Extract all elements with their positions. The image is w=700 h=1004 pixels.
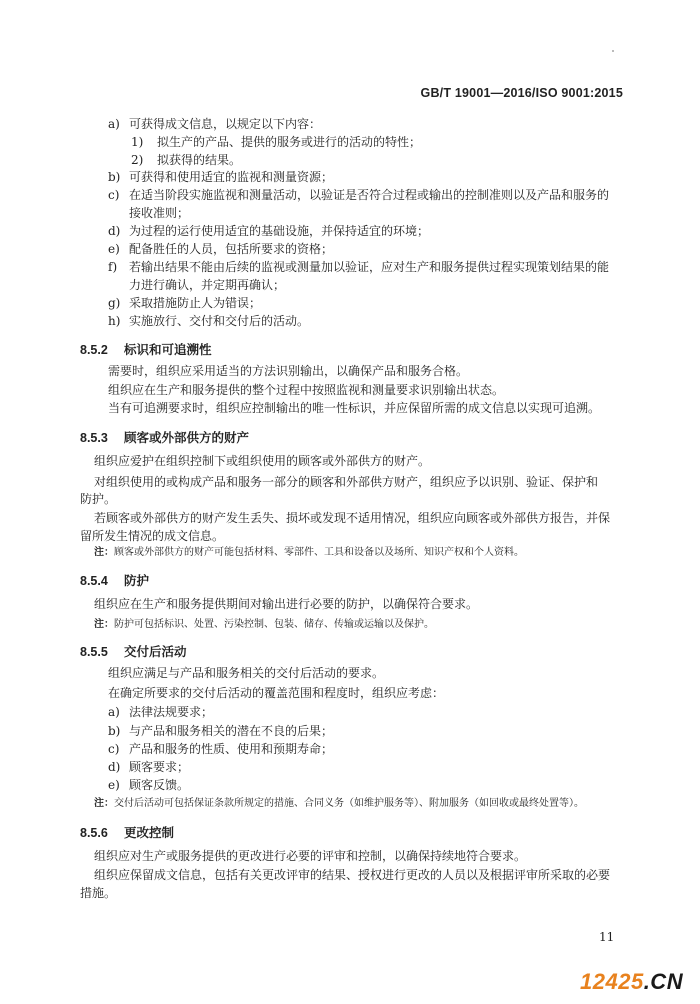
list-item: e) 顾客反馈。: [108, 778, 190, 792]
paragraph: 在确定所要求的交付后活动的覆盖范围和程度时，组织应考虑：: [108, 686, 445, 700]
paragraph-cont: 防护。: [80, 492, 117, 506]
list-item-c: c) 在适当阶段实施监视和测量活动，以验证是否符合过程或输出的控制准则以及产品和服务的: [108, 188, 610, 202]
section-heading-8-5-6: 8.5.6 更改控制: [80, 826, 175, 840]
list-item: c) 产品和服务的性质、使用和预期寿命；: [108, 742, 334, 756]
watermark-logo: 12425.CN: [580, 969, 684, 994]
list-item-f: f) 若输出结果不能由后续的监视或测量加以验证，应对生产和服务提供过程实现策划结果的能: [108, 260, 610, 274]
list-item-e: e) 配备胜任的人员，包括所要求的资格；: [108, 242, 334, 256]
paragraph: 组织应在生产和服务提供期间对输出进行必要的防护，以确保符合要求。: [94, 597, 479, 611]
note: 注：顾客或外部供方的财产可能包括材料、零部件、工具和设备以及场所、知识产权和个人资料。: [94, 547, 524, 558]
page-number: 11: [599, 930, 615, 944]
list-subitem-1: 1) 拟生产的产品、提供的服务或进行的活动的特性；: [131, 135, 422, 149]
list-item-b: b) 可获得和使用适宜的监视和测量资源；: [108, 170, 334, 184]
paragraph: 组织应保留成文信息，包括有关更改评审的结果、授权进行更改的人员以及根据评审所采取的必要: [94, 868, 611, 882]
list-item-h: h) 实施放行、交付和交付后的活动。: [108, 314, 310, 328]
section-heading-8-5-5: 8.5.5 交付后活动: [80, 645, 187, 659]
paragraph: 当有可追溯要求时，组织应控制输出的唯一性标识，并应保留所需的成文信息以实现可追溯。: [108, 401, 601, 415]
paragraph: 组织应满足与产品和服务相关的交付后活动的要求。: [108, 666, 385, 680]
paragraph: 若顾客或外部供方的财产发生丢失、损坏或发现不适用情况，组织应向顾客或外部供方报告，并保: [94, 511, 611, 525]
list-item-a: a) 可获得成文信息，以规定以下内容：: [108, 117, 322, 131]
list-subitem-2: 2) 拟获得的结果。: [131, 153, 242, 167]
paragraph: 对组织使用的或构成产品和服务一部分的顾客和外部供方财产，组织应予以识别、验证、保护和: [94, 475, 599, 489]
paragraph: 组织应爱护在组织控制下或组织使用的顾客或外部供方的财产。: [94, 454, 431, 468]
list-item-g: g) 采取措施防止人为错误；: [108, 296, 262, 310]
list-item-c-cont: 接收准则；: [129, 206, 190, 220]
list-item: a) 法律法规要求；: [108, 705, 214, 719]
standard-id: GB/T 19001—2016/ISO 9001:2015: [420, 86, 623, 100]
paragraph: 需要时，组织应采用适当的方法识别输出，以确保产品和服务合格。: [108, 364, 469, 378]
section-heading-8-5-4: 8.5.4 防护: [80, 574, 150, 588]
paragraph: 组织应对生产或服务提供的更改进行必要的评审和控制，以确保持续地符合要求。: [94, 849, 527, 863]
list-item-d: d) 为过程的运行使用适宜的基础设施，并保持适宜的环境；: [108, 224, 430, 238]
paragraph: 组织应在生产和服务提供的整个过程中按照监视和测量要求识别输出状态。: [108, 383, 505, 397]
list-item: b) 与产品和服务相关的潜在不良的后果；: [108, 724, 334, 738]
paragraph-cont: 留所发生情况的成文信息。: [80, 529, 225, 543]
note: 注：交付后活动可包括保证条款所规定的措施、合同义务（如维护服务等）、附加服务（如回收或最终处置等）。: [94, 798, 584, 809]
note: 注：防护可包括标识、处置、污染控制、包装、储存、传输或运输以及保护。: [94, 619, 434, 630]
paragraph-cont: 措施。: [80, 886, 117, 900]
list-item-f-cont: 力进行确认，并定期再确认；: [129, 278, 286, 292]
list-item: d) 顾客要求；: [108, 760, 190, 774]
scan-mark: [612, 50, 614, 52]
section-heading-8-5-3: 8.5.3 顾客或外部供方的财产: [80, 431, 250, 445]
section-heading-8-5-2: 8.5.2 标识和可追溯性: [80, 343, 212, 357]
